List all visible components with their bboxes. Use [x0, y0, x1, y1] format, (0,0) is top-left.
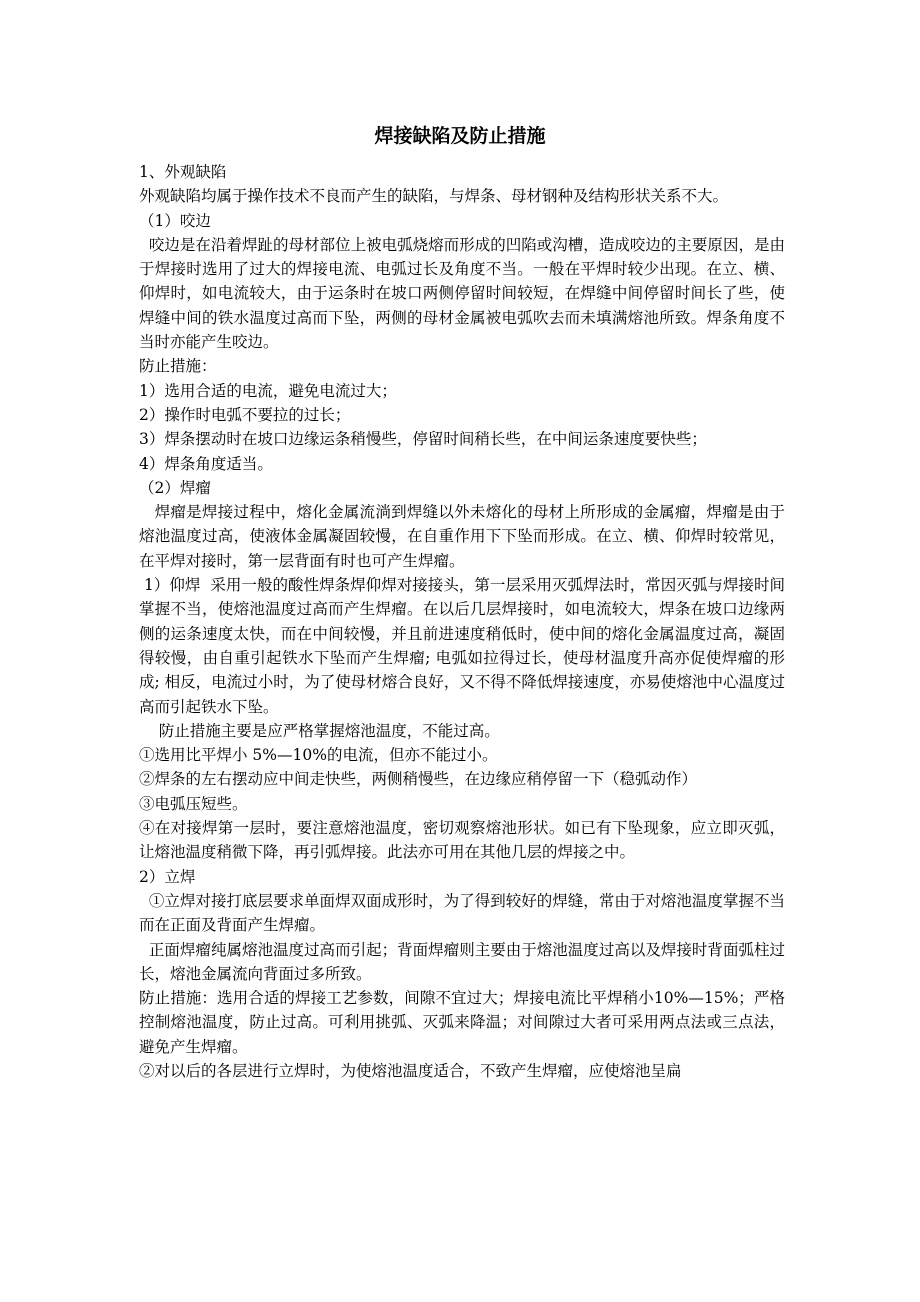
paragraph-overhead-welding: 1）仰焊 采用一般的酸性焊条焊仰焊对接接头，第一层采用灭弧焊法时，常因灭弧与焊接时间掌握不当，使熔池温度过高而产生焊瘤。在以后几层焊接时，如电流较大，焊条在坡口边缘两侧的运条速度太快，而在中间较慢，并且前进速度稍低时，使中间的熔化金属温度过高，凝固得较慢，由自重引起铁水下坠而产生焊瘤; 电弧如拉得过长，使母材温度升高亦促使焊瘤的形成; 相反，电流过小时，为了使母材熔合良好，又不得不降低焊接速度，亦易使熔池中心温度过高而引起铁水下坠。 [139, 576, 785, 716]
paragraph-vertical-prevention: 防止措施：选用合适的焊接工艺参数，间隙不宜过大；焊接电流比平焊稍小10%—15%；严格控制熔池温度，防止过高。可利用挑弧、灭弧来降温；对间隙过大者可采用两点法或三点法，避免产生焊瘤。 [139, 989, 785, 1056]
paragraph-undercut-description: 咬边是在沿着焊趾的母材部位上被电弧烧熔而形成的凹陷或沟槽，造成咬边的主要原因，是由于焊接时选用了过大的焊接电流、电弧过长及角度不当。一般在平焊时较少出现。在立、横、仰焊时，如电流较大，由于运条时在坡口两侧停留时间较短，在焊缝中间停留时间长了些，使焊缝中间的铁水温度过高而下坠，两侧的母材金属被电弧吹去而未填满熔池所致。焊条角度不当时亦能产生咬边。 [139, 235, 785, 352]
list-item-prevention-4: 4）焊条角度适当。 [139, 454, 273, 473]
subheading-vertical-welding: 2）立焊 [139, 867, 196, 886]
subheading-undercut: （1）咬边 [139, 211, 211, 230]
list-item-prevention-2: 2）操作时电弧不要拉的过长； [139, 405, 351, 424]
document-body [139, 160, 785, 1083]
list-item-prevention-3: 3）焊条摆动时在坡口边缘运条稍慢些，停留时间稍长些，在中间运条速度要快些； [139, 430, 707, 449]
paragraph-weld-overlap-description: 焊瘤是焊接过程中，熔化金属流淌到焊缝以外未熔化的母材上所形成的金属瘤，焊瘤是由于熔池温度过高，使液体金属凝固较慢，在自重作用下下坠而形成。在立、横、仰焊时较常见，在平焊对接时，第一层背面有时也可产生焊瘤。 [139, 503, 785, 570]
paragraph-subsequent-layers: ②对以后的各层进行立焊时，为使熔池温度适合，不致产生焊瘤，应使熔池呈扁 [139, 1061, 682, 1080]
list-item-circled-4: ④在对接焊第一层时，要注意熔池温度，密切观察熔池形状。如已有下坠现象，应立即灭弧，让熔池温度稍微下降，再引弧焊接。此法亦可用在其他几层的焊接之中。 [139, 819, 785, 862]
paragraph-vertical-root-pass: ①立焊对接打底层要求单面焊双面成形时，为了得到较好的焊缝，常由于对熔池温度掌握不当而在正面及背面产生焊瘤。 [139, 891, 785, 935]
subheading-weld-overlap: （2）焊瘤 [139, 478, 211, 497]
list-item-circled-1: ①选用比平焊小 5%—10%的电流，但亦不能过小。 [139, 746, 498, 765]
label-prevention: 防止措施： [139, 357, 217, 376]
paragraph-overhead-prevention: 防止措施主要是应严格掌握熔池温度，不能过高。 [139, 721, 500, 740]
paragraph-front-back-overlap: 正面焊瘤纯属熔池温度过高而引起；背面焊瘤则主要由于熔池温度过高以及焊接时背面弧柱过长，熔池金属流向背面过多所致。 [139, 940, 785, 983]
section-heading-appearance-defects: 1、外观缺陷 [139, 163, 227, 181]
paragraph-appearance-intro: 外观缺陷均属于操作技术不良而产生的缺陷，与焊条、母材钢种及结构形状关系不大。 [139, 187, 729, 206]
list-item-prevention-1: 1）选用合适的电流，避免电流过大； [139, 381, 397, 400]
list-item-circled-2: ②焊条的左右摆动应中间走快些，两侧稍慢些，在边缘应稍停留一下（稳弧动作） [139, 770, 698, 789]
document-title: 焊接缺陷及防止措施 [374, 125, 546, 147]
list-item-circled-3: ③电弧压短些。 [139, 794, 248, 813]
